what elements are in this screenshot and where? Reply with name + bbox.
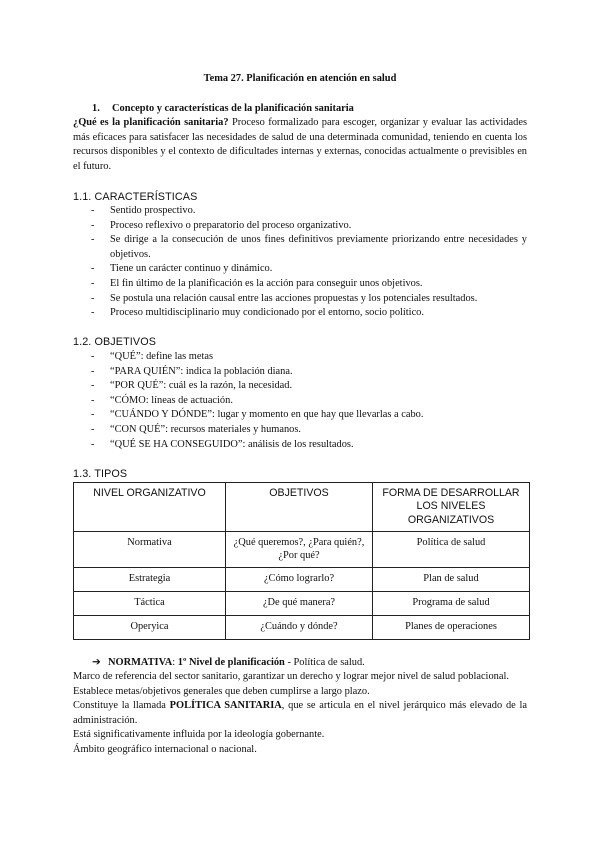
dash-bullet: - xyxy=(91,219,95,231)
normativa-paragraph: Marco de referencia del sector sanitario, garantizar un derecho y lograr mejor nivel de salud poblacional. xyxy=(73,671,509,682)
table-cell: Estrategia xyxy=(74,568,226,592)
dash-bullet: - xyxy=(91,234,95,246)
list-item-text: “CÓMO: líneas de actuación. xyxy=(110,394,233,406)
header-forma-de-desarrollar: FORMA DE DESARROLLAR LOS NIVELES ORGANIZATIVOS xyxy=(373,483,530,532)
table-header-row xyxy=(74,483,530,532)
list-item-text: Tiene un carácter continuo y dinámico. xyxy=(110,263,273,275)
normativa-text: Constituye la llamada xyxy=(73,700,170,712)
list-item xyxy=(73,394,527,409)
table-row xyxy=(74,532,530,568)
list-item-text: Se dirige a la consecución de unos fines definitivos previamente priorizando entre necesidades y objetivos. xyxy=(110,234,527,260)
intro-paragraph xyxy=(73,116,527,174)
header-objetivos: OBJETIVOS xyxy=(226,483,373,532)
list-item xyxy=(73,277,527,292)
tipos-heading: 1.3. TIPOS xyxy=(73,468,128,480)
objetivos-heading: 1.2. OBJETIVOS xyxy=(73,336,157,348)
list-item xyxy=(73,379,527,394)
dash-bullet: - xyxy=(91,205,95,216)
list-item-text: El fin último de la planificación es la acción para conseguir unos objetivos. xyxy=(110,277,423,289)
section-heading xyxy=(92,102,354,117)
table-cell: Táctica xyxy=(74,592,226,616)
list-item-text: “PARA QUIÉN”: indica la población diana. xyxy=(110,365,293,377)
list-item-text: Proceso multidisciplinario muy condicionado por el entorno, socio político. xyxy=(110,307,424,319)
caracteristicas-list xyxy=(73,204,527,321)
document-title: Tema 27. Planificación en atención en salud xyxy=(203,73,397,84)
table-cell: ¿Qué queremos?, ¿Para quién?, ¿Por qué? xyxy=(226,532,373,568)
dash-bullet: - xyxy=(91,277,95,289)
list-item xyxy=(73,438,527,453)
tipos-table xyxy=(73,482,530,640)
normativa-paragraph: Está significativamente influida por la ideología gobernante. xyxy=(73,729,325,741)
normativa-rest: - Política de salud. xyxy=(284,657,365,668)
table-cell: Planes de operaciones xyxy=(373,616,530,640)
dash-bullet: - xyxy=(91,351,95,362)
list-item xyxy=(73,262,527,277)
dash-bullet: - xyxy=(91,423,95,435)
table-cell: ¿Cuándo y dónde? xyxy=(226,616,373,640)
dash-bullet: - xyxy=(91,409,95,421)
header-nivel-organizativo: NIVEL ORGANIZATIVO xyxy=(74,483,226,532)
intro-question: ¿Qué es la planificación sanitaria? xyxy=(73,117,229,128)
normativa-text: , que se articula en el nivel jerárquico más elevado de la administración. xyxy=(73,700,527,726)
dash-bullet: - xyxy=(91,438,95,450)
section-heading-text: Concepto y características de la planificación sanitaria xyxy=(112,103,354,114)
list-item xyxy=(73,204,527,219)
table-cell: ¿Cómo lograrlo? xyxy=(226,568,373,592)
dash-bullet: - xyxy=(91,380,95,392)
table-cell: Operyica xyxy=(74,616,226,640)
normativa-paragraph: Establece metas/objetivos generales que deben cumplirse a largo plazo. xyxy=(73,685,370,697)
list-item-text: “CUÁNDO Y DÓNDE”: lugar y momento en que hay que llevarlas a cabo. xyxy=(110,409,424,421)
dash-bullet: - xyxy=(91,365,95,377)
list-item xyxy=(73,350,527,365)
list-item-text: Sentido prospectivo. xyxy=(110,205,196,216)
table-cell: ¿De qué manera? xyxy=(226,592,373,616)
normativa-colon: : xyxy=(172,657,178,668)
intro-definition: Proceso formalizado para escoger, organizar y evaluar las actividades más eficaces para satisfacer las necesidades de salud de una determinada comunidad, teniendo en cuenta los recursos disponibles y el contexto de dificultades internas y externas, conocidas actualmente o previsibles en el futuro. xyxy=(73,117,528,172)
list-item xyxy=(73,233,527,262)
dash-bullet: - xyxy=(91,263,95,275)
table-row xyxy=(74,568,530,592)
list-item-text: Proceso reflexivo o preparatorio del proceso organizativo. xyxy=(110,219,352,231)
normativa-paragraphs xyxy=(73,670,527,758)
normativa-heading xyxy=(92,656,365,671)
table-cell: Plan de salud xyxy=(373,568,530,592)
normativa-paragraph: Ámbito geográfico internacional o nacional. xyxy=(73,743,257,755)
normativa-paragraph xyxy=(73,699,527,728)
objetivos-list xyxy=(73,350,527,452)
arrow-right-icon: ➔ xyxy=(92,657,101,668)
section-number: 1. xyxy=(92,103,100,114)
list-item xyxy=(73,408,527,423)
normativa-level: 1º Nivel de planificación xyxy=(177,657,285,668)
list-item xyxy=(73,365,527,380)
politica-sanitaria-bold: POLÍTICA SANITARIA xyxy=(169,700,282,712)
list-item xyxy=(73,219,527,234)
caracteristicas-heading: 1.1. CARACTERÍSTICAS xyxy=(73,191,198,203)
table-cell: Política de salud xyxy=(373,532,530,568)
table-cell: Normativa xyxy=(74,532,226,568)
list-item-text: Se postula una relación causal entre las acciones propuestas y los potenciales resultados. xyxy=(110,292,478,304)
list-item-text: “CON QUÉ”: recursos materiales y humanos. xyxy=(110,423,302,435)
table-row xyxy=(74,592,530,616)
list-item-text: “QUÉ SE HA CONSEGUIDO”: análisis de los resultados. xyxy=(110,438,354,450)
list-item-text: “QUÉ”: define las metas xyxy=(110,351,213,362)
table-row xyxy=(74,616,530,640)
table-cell: Programa de salud xyxy=(373,592,530,616)
list-item xyxy=(73,423,527,438)
list-item-text: “POR QUÉ”: cuál es la razón, la necesidad. xyxy=(110,380,293,392)
dash-bullet: - xyxy=(91,394,95,406)
dash-bullet: - xyxy=(91,292,95,304)
list-item xyxy=(73,292,527,307)
dash-bullet: - xyxy=(91,307,95,319)
normativa-label: NORMATIVA xyxy=(108,657,173,668)
list-item xyxy=(73,306,527,321)
